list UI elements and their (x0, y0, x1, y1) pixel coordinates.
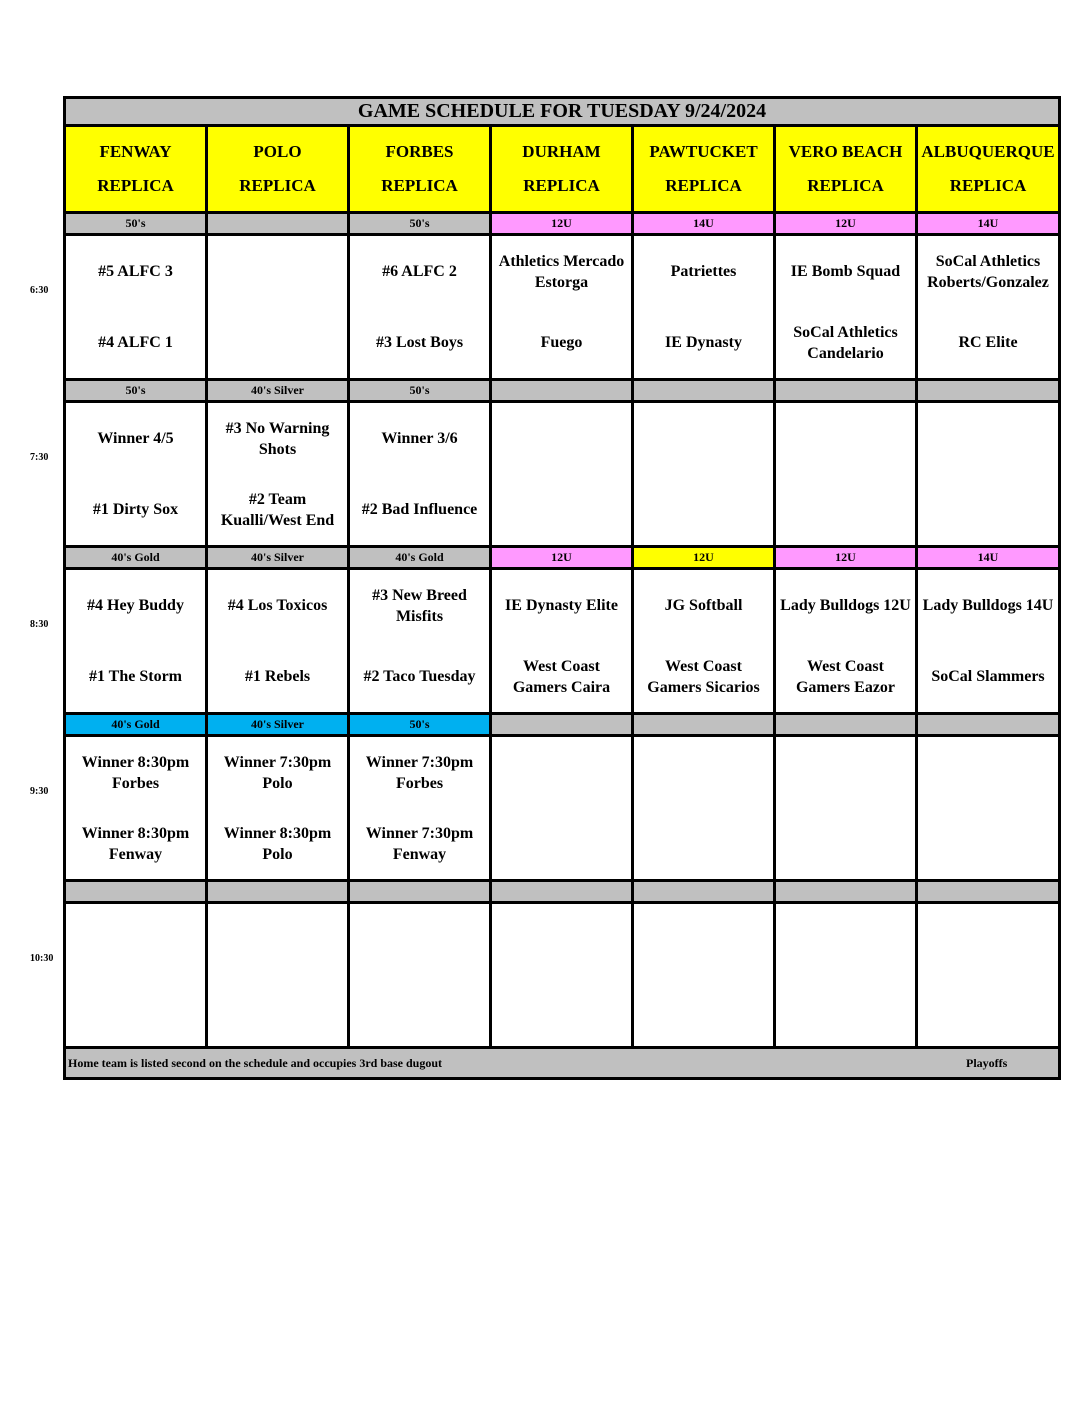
time-label: 7:30 (30, 452, 49, 463)
home-team: West Coast Gamers Sicarios (647, 657, 760, 696)
game-cell (350, 570, 492, 712)
games-row (66, 904, 1058, 1049)
game-cell (350, 904, 492, 1046)
game-cell (918, 236, 1058, 378)
away-team: SoCal Athletics Roberts/Gonzalez (927, 252, 1049, 291)
division-label (492, 715, 634, 734)
home-team (634, 808, 773, 879)
game-cell (634, 236, 776, 378)
away-team: Winner 3/6 (381, 430, 458, 447)
field-name: DURHAM (522, 142, 601, 161)
away-team (634, 737, 773, 808)
away-team (776, 904, 915, 975)
home-team (918, 808, 1058, 879)
division-label: 50's (350, 214, 492, 233)
away-team: #3 New Breed Misfits (372, 586, 467, 625)
game-cell (634, 403, 776, 545)
field-header-5 (776, 127, 918, 211)
time-slots (66, 214, 1058, 1049)
schedule-table (63, 96, 1061, 1080)
time-label: 9:30 (30, 786, 49, 797)
field-name: ALBUQUERQUE (921, 142, 1055, 161)
home-team (208, 975, 347, 1046)
away-team: Patriettes (670, 263, 737, 280)
away-team: #4 Hey Buddy (87, 597, 184, 614)
home-team (350, 975, 489, 1046)
field-type: REPLICA (665, 176, 742, 195)
away-team: Winner 7:30pm Polo (223, 753, 332, 792)
division-label (634, 715, 776, 734)
division-label: 12U (492, 548, 634, 567)
division-label: 40's Silver (208, 548, 350, 567)
game-cell (66, 403, 208, 545)
division-label: 50's (350, 715, 492, 734)
game-cell (66, 236, 208, 378)
game-cell (492, 904, 634, 1046)
game-cell (208, 570, 350, 712)
division-label: 40's Gold (350, 548, 492, 567)
game-cell (208, 904, 350, 1046)
away-team (634, 904, 773, 975)
time-label: 6:30 (30, 285, 49, 296)
home-team (918, 474, 1058, 545)
away-team (776, 737, 915, 808)
home-team: SoCal Athletics Candelario (793, 323, 898, 362)
division-label (208, 882, 350, 901)
game-cell (776, 904, 918, 1046)
home-team (776, 975, 915, 1046)
home-team: #1 Dirty Sox (92, 501, 179, 518)
game-cell (634, 570, 776, 712)
home-team (634, 975, 773, 1046)
away-team: Lady Bulldogs 14U (922, 597, 1054, 614)
home-team: Winner 8:30pm Fenway (81, 824, 190, 863)
schedule-title: GAME SCHEDULE FOR TUESDAY 9/24/2024 (66, 99, 1058, 127)
game-cell (208, 236, 350, 378)
game-cell (350, 403, 492, 545)
division-label (776, 715, 918, 734)
time-label: 8:30 (30, 619, 49, 630)
away-team (918, 904, 1058, 975)
home-team: Winner 7:30pm Fenway (365, 824, 474, 863)
home-team: RC Elite (958, 334, 1018, 351)
division-label (918, 381, 1058, 400)
away-team (66, 904, 205, 975)
away-team: #5 ALFC 3 (98, 263, 173, 280)
away-team: Athletics Mercado Estorga (498, 252, 625, 291)
away-team (350, 904, 489, 975)
division-label: 50's (66, 381, 208, 400)
away-team (918, 737, 1058, 808)
division-label (208, 214, 350, 233)
home-team: Fuego (540, 334, 583, 351)
division-label: 40's Gold (66, 548, 208, 567)
away-team (208, 236, 347, 307)
away-team (492, 904, 631, 975)
division-label: 12U (776, 548, 918, 567)
division-label: 12U (634, 548, 776, 567)
field-type: REPLICA (523, 176, 600, 195)
home-team (776, 808, 915, 879)
division-row (66, 381, 1058, 403)
field-type: REPLICA (949, 176, 1027, 195)
division-label: 50's (66, 214, 208, 233)
home-team: West Coast Gamers Eazor (795, 657, 896, 696)
game-cell (918, 904, 1058, 1046)
home-team: #2 Bad Influence (361, 501, 478, 518)
field-header-row (66, 127, 1058, 214)
game-cell (776, 403, 918, 545)
home-team (918, 975, 1058, 1046)
home-team: #1 The Storm (88, 668, 183, 685)
game-cell (350, 236, 492, 378)
division-label (492, 381, 634, 400)
away-team: JG Softball (664, 597, 743, 614)
field-name: PAWTUCKET (649, 142, 758, 161)
division-label (634, 381, 776, 400)
game-cell (66, 570, 208, 712)
division-row (66, 715, 1058, 737)
field-name: FENWAY (99, 142, 172, 161)
game-cell (66, 737, 208, 879)
home-team: #1 Rebels (244, 668, 311, 685)
division-label (492, 882, 634, 901)
division-label (918, 882, 1058, 901)
away-team: IE Dynasty Elite (505, 597, 618, 614)
game-cell (492, 570, 634, 712)
away-team (492, 737, 631, 808)
game-cell (208, 403, 350, 545)
game-cell (918, 737, 1058, 879)
home-team: SoCal Slammers (931, 668, 1045, 685)
division-label (350, 882, 492, 901)
away-team: Lady Bulldogs 12U (780, 597, 911, 614)
home-team: #4 ALFC 1 (98, 334, 173, 351)
division-label (634, 882, 776, 901)
division-label (918, 715, 1058, 734)
away-team: #3 No Warning Shots (225, 419, 330, 458)
time-label: 10:30 (30, 953, 54, 964)
division-label (66, 882, 208, 901)
field-header-3 (492, 127, 634, 211)
game-cell (634, 904, 776, 1046)
away-team: #4 Los Toxicos (227, 597, 328, 614)
away-team (918, 403, 1058, 474)
home-team (66, 975, 205, 1046)
home-team (776, 474, 915, 545)
home-team: #2 Taco Tuesday (363, 668, 476, 685)
field-header-1 (208, 127, 350, 211)
division-row (66, 882, 1058, 904)
away-team: #6 ALFC 2 (382, 263, 457, 280)
away-team: IE Bomb Squad (790, 263, 901, 280)
game-cell (776, 737, 918, 879)
field-name: FORBES (385, 142, 454, 161)
games-row (66, 570, 1058, 715)
field-name: POLO (253, 142, 302, 161)
game-cell (208, 737, 350, 879)
home-team (208, 307, 347, 378)
game-cell (492, 737, 634, 879)
division-label: 40's Silver (208, 715, 350, 734)
away-team (634, 403, 773, 474)
division-label: 14U (918, 214, 1058, 233)
away-team: Winner 7:30pm Forbes (365, 753, 474, 792)
game-cell (918, 403, 1058, 545)
game-cell (492, 403, 634, 545)
home-team (634, 474, 773, 545)
time-column (0, 0, 62, 1408)
division-row (66, 548, 1058, 570)
division-label: 40's Silver (208, 381, 350, 400)
playoffs-label: Playoffs (966, 1055, 1008, 1070)
field-name: VERO BEACH (788, 142, 903, 161)
home-team: Winner 8:30pm Polo (223, 824, 332, 863)
away-team (776, 403, 915, 474)
field-type: REPLICA (97, 176, 174, 195)
division-label: 50's (350, 381, 492, 400)
games-row (66, 403, 1058, 548)
division-label: 14U (918, 548, 1058, 567)
home-team-note: Home team is listed second on the schedule and occupies 3rd base dugout (68, 1055, 443, 1070)
home-team (492, 975, 631, 1046)
game-cell (776, 570, 918, 712)
division-row (66, 214, 1058, 236)
game-cell (66, 904, 208, 1046)
division-label: 12U (776, 214, 918, 233)
division-label: 14U (634, 214, 776, 233)
home-team (492, 808, 631, 879)
field-type: REPLICA (381, 176, 458, 195)
away-team: Winner 8:30pm Forbes (81, 753, 190, 792)
game-cell (918, 570, 1058, 712)
footer-bar (66, 1049, 1058, 1077)
field-type: REPLICA (239, 176, 316, 195)
home-team: #3 Lost Boys (375, 334, 464, 351)
game-cell (350, 737, 492, 879)
away-team (208, 904, 347, 975)
field-header-0 (66, 127, 208, 211)
game-cell (634, 737, 776, 879)
division-label (776, 882, 918, 901)
field-type: REPLICA (807, 176, 884, 195)
field-header-2 (350, 127, 492, 211)
home-team (492, 474, 631, 545)
division-label: 40's Gold (66, 715, 208, 734)
home-team: IE Dynasty (665, 334, 742, 351)
field-header-4 (634, 127, 776, 211)
home-team: West Coast Gamers Caira (512, 657, 611, 696)
games-row (66, 236, 1058, 381)
field-header-6 (918, 127, 1058, 211)
game-cell (492, 236, 634, 378)
away-team (492, 403, 631, 474)
division-label (776, 381, 918, 400)
home-team: #2 Team Kualli/West End (220, 490, 335, 529)
games-row (66, 737, 1058, 882)
away-team: Winner 4/5 (97, 430, 174, 447)
division-label: 12U (492, 214, 634, 233)
game-cell (776, 236, 918, 378)
